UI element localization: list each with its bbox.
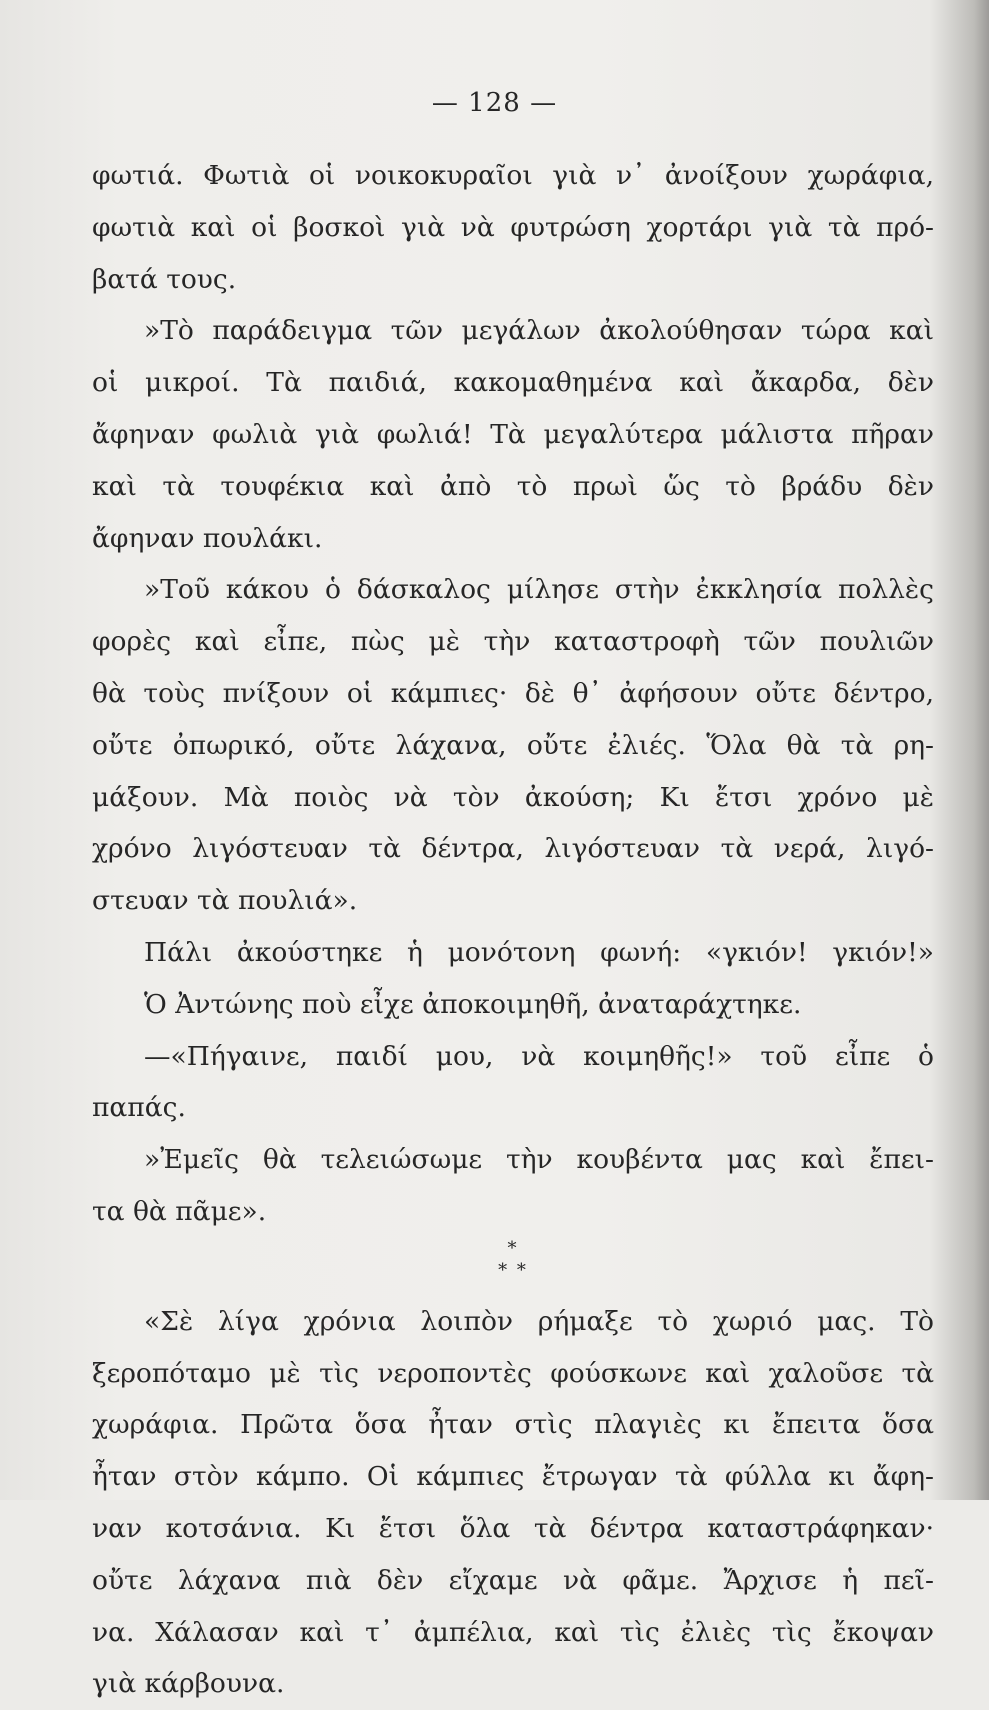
text-line: »Τὸ παράδειγμα τῶν μεγάλων ἀκολούθησαν τώρα καὶ <box>144 315 934 347</box>
text-line: ξεροπόταμο μὲ τὶς νεροποντὲς φούσκωνε καὶ χαλοῦσε τὰ <box>92 1357 934 1389</box>
text-line: Πάλι ἀκούστηκε ἡ μονότονη φωνή: «γκιόν! γκιόν!» <box>144 936 934 968</box>
text-line: τα θὰ πᾶμε». <box>92 1195 267 1227</box>
text-line: οὔτε λάχανα πιὰ δὲν εἴχαμε νὰ φᾶμε. Ἄρχισε ἡ πεῖ- <box>92 1564 934 1596</box>
text-line: —«Πήγαινε, παιδί μου, νὰ κοιμηθῆς!» τοῦ εἶπε ὁ <box>144 1040 934 1072</box>
text-line: θὰ τοὺς πνίξουν οἱ κάμπιες· δὲ θ᾽ ἀφήσουν οὔτε δέντρο, <box>92 677 934 709</box>
text-line: στευαν τὰ πουλιά». <box>92 885 358 917</box>
text-line: ἄφηναν φωλιὰ γιὰ φωλιά! Τὰ μεγαλύτερα μάλιστα πῆραν <box>92 418 934 450</box>
body-text <box>92 150 934 1710</box>
text-line: »Ἐμεῖς θὰ τελειώσωμε τὴν κουβέντα μας καὶ ἔπει- <box>144 1144 934 1176</box>
text-line: γιὰ κάρβουνα. <box>92 1668 285 1700</box>
text-block-2 <box>92 1296 934 1710</box>
text-line: χρόνο λιγόστευαν τὰ δέντρα, λιγόστευαν τὰ νερά, λιγό- <box>92 833 934 865</box>
text-line: βατά τους. <box>92 263 237 295</box>
page-number: — 128 — <box>431 88 558 118</box>
text-line: παπάς. <box>92 1092 186 1124</box>
text-line: ἄφηναν πουλάκι. <box>92 522 323 554</box>
text-line: μάξουν. Μὰ ποιὸς νὰ τὸν ἀκούση; Κι ἔτσι χρόνο μὲ <box>92 781 934 813</box>
text-line: φωτιά. Φωτιὰ οἱ νοικοκυραῖοι γιὰ ν᾽ ἀνοίξουν χωράφια, <box>92 160 934 191</box>
text-line: Ὁ Ἀντώνης ποὺ εἶχε ἀποκοιμηθῆ, ἀναταράχτηκε. <box>144 988 802 1020</box>
text-line: να. Χάλασαν καὶ τ᾽ ἀμπέλια, καὶ τὶς ἐλιὲς τὶς ἔκοψαν <box>92 1616 934 1648</box>
separator-line: * * * <box>498 1237 528 1281</box>
text-line: οἱ μικροί. Τὰ παιδιά, κακομαθημένα καὶ ἄκαρδα, δὲν <box>92 367 934 399</box>
section-separator <box>92 1238 934 1296</box>
text-line: ναν κοτσάνια. Κι ἔτσι ὅλα τὰ δέντρα καταστράφηκαν· <box>92 1512 934 1544</box>
text-line: οὔτε ὀπωρικό, οὔτε λάχανα, οὔτε ἐλιές. Ὅλα θὰ τὰ ρη- <box>92 729 934 761</box>
text-line: φορὲς καὶ εἶπε, πὼς μὲ τὴν καταστροφὴ τῶν πουλιῶν <box>92 626 934 658</box>
text-line: »Τοῦ κάκου ὁ δάσκαλος μίλησε στὴν ἐκκλησία πολλὲς <box>144 574 934 606</box>
text-line: «Σὲ λίγα χρόνια λοιπὸν ρήμαξε τὸ χωριό μας. Τὸ <box>144 1305 934 1337</box>
text-line: ἦταν στὸν κάμπο. Οἱ κάμπιες ἔτρωγαν τὰ φύλλα κι ἄφη- <box>92 1461 934 1493</box>
text-line: χωράφια. Πρῶτα ὅσα ἦταν στὶς πλαγιὲς κι ἔπειτα ὅσα <box>92 1409 934 1441</box>
text-line: καὶ τὰ τουφέκια καὶ ἀπὸ τὸ πρωὶ ὥς τὸ βράδυ δὲν <box>92 470 934 502</box>
text-block-1 <box>92 150 934 1238</box>
text-line: φωτιὰ καὶ οἱ βοσκοὶ γιὰ νὰ φυτρώση χορτάρι γιὰ τὰ πρό- <box>92 211 934 243</box>
